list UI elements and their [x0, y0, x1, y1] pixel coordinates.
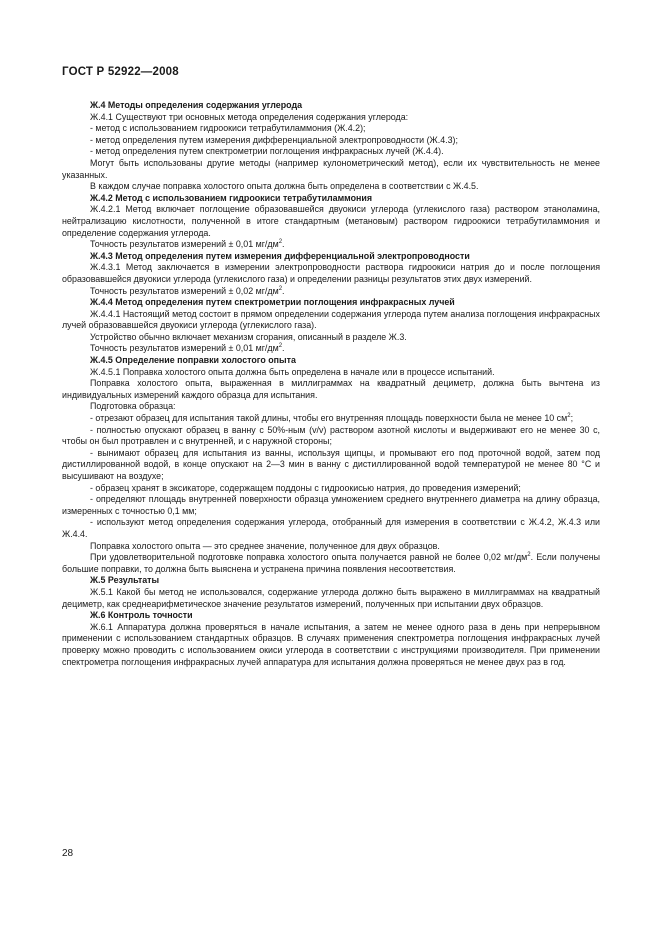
section-heading: Ж.4.4 Метод определения путем спектрометрии поглощения инфракрасных лучей — [90, 297, 455, 308]
paragraph: - используют метод определения содержания углерода, отобранный для измерения в соответствии с Ж.4.2, Ж.4.3 или Ж.4.4. — [62, 517, 600, 539]
paragraph: - отрезают образец для испытания такой длины, чтобы его внутренняя площадь поверхности была не менее 10 $см^2$; — [90, 413, 574, 424]
section-heading: Ж.4 Методы определения содержания углерода — [90, 100, 303, 110]
paragraph: Точность результатов измерений ± 0,01 $мг/дм^2$. — [90, 343, 285, 354]
paragraph: - полностью опускают образец в ванну с 50%-ным (v/v) раствором азотной кислоты и выдерживают его не менее 30 с, чтобы он был протравлен и с внутренней, и с наружной стороны; — [62, 424, 600, 447]
document-body — [62, 100, 600, 668]
section-heading: Ж.5 Результаты — [90, 575, 160, 586]
superscript: 2 — [527, 552, 531, 559]
section-heading: Ж.6 Контроль точности — [90, 610, 193, 621]
page-number: 28 — [62, 848, 74, 859]
paragraph: Ж.4.1 Существуют три основных метода определения содержания углерода: — [90, 111, 409, 122]
paragraph: Ж.5.1 Какой бы метод не использовался, содержание углерода должно быть выражено в миллиграммах на квадратный дециметр, как среднеарифметическое значение результатов измерений, полученных при испытании двух образцов. — [62, 586, 600, 609]
paragraph: Ж.4.2.1 Метод включает поглощение образовавшейся двуокиси углерода (углекислого газа) раствором этаноламина, нейтрализацию кислотности, полученной в итоге стандартным (метановым) раствором гидроокиси тетрабутиламмония и определение содержания углерода. — [62, 204, 600, 238]
section-heading: Ж.4.5 Определение поправки холостого опыта — [90, 355, 296, 366]
paragraph: Устройство обычно включает механизм сгорания, описанный в разделе Ж.3. — [90, 331, 407, 342]
section-heading: Ж.4.3 Метод определения путем измерения дифференциальной электропроводности — [90, 250, 470, 261]
paragraph: - вынимают образец для испытания из ванны, используя щипцы, и промывают его под проточной водой, затем под дистиллированной водой, в конце опускают на 2—3 мин в ванну с дистиллированной водой температурой не менее 80 °С и высушивают на воздухе; — [62, 447, 600, 481]
paragraph: При удовлетворительной подготовке поправка холостого опыта получается равной не более 0,02 $мг/дм^2$. Если получены большие поправки, то должна быть выяснена и устранена причина появления несоответствия. — [62, 552, 600, 574]
paragraph: - метод с использованием гидроокиси тетрабутиламмония (Ж.4.2); — [90, 123, 366, 134]
section-heading: Ж.4.2 Метод с использованием гидроокиси тетрабутиламмония — [90, 192, 373, 203]
paragraph: Ж.4.5.1 Поправка холостого опыта должна быть определена в начале или в процессе испытаний. — [90, 366, 495, 377]
paragraph: Точность результатов измерений ± 0,02 $мг/дм^2$. — [90, 285, 285, 296]
superscript: 2 — [567, 413, 571, 420]
document-header: ГОСТ Р 52922—2008 — [62, 66, 179, 78]
paragraph: Могут быть использованы другие методы (например кулонометрический метод), если их чувствительность не менее указанных. — [62, 157, 600, 180]
paragraph: Ж.4.3.1 Метод заключается в измерении электропроводности раствора гидроокиси натрия до и после поглощения образовавшейся двуокиси углерода (углекислого газа) и определении разницы результатов этих двух измерений. — [62, 262, 600, 284]
paragraph: - определяют площадь внутренней поверхности образца умножением среднего внутреннего диаметра на длину образца, измеренных с точностью 0,1 мм; — [62, 494, 600, 516]
superscript: 2 — [278, 239, 283, 246]
paragraph: - метод определения путем измерения дифференциальной электропроводности (Ж.4.3); — [90, 134, 458, 145]
superscript: 2 — [278, 343, 283, 350]
superscript: 2 — [278, 285, 283, 292]
paragraph: Точность результатов измерений ± 0,01 $мг/дм^2$. — [90, 239, 285, 250]
paragraph: Ж.4.4.1 Настоящий метод состоит в прямом определении содержания углерода путем анализа поглощения инфракрасных лучей образовавшейся двуокиси углерода (углекислого газа). — [62, 308, 600, 331]
paragraph: - метод определения путем спектрометрии поглощения инфракрасных лучей (Ж.4.4). — [90, 146, 444, 157]
paragraph: Поправка холостого опыта — это среднее значение, полученное для двух образцов. — [90, 540, 440, 551]
paragraph: Ж.6.1 Аппаратура должна проверяться в начале испытания, а затем не менее одного раза в день при непрерывном применении с использованием стандартных образцов. В случаях применения спектрометра поглощения инфракрасных лучей проверку можно проводить с использованием окиси углерода в соответствии с инструкциями производителя. При применении спектрометра поглощения инфракрасных лучей аппаратура для испытания должна проверяться не менее двух раз в год. — [62, 621, 600, 667]
paragraph: В каждом случае поправка холостого опыта должна быть определена в соответствии с Ж.4.5. — [90, 181, 479, 192]
paragraph: Подготовка образца: — [90, 401, 176, 412]
paragraph: - образец хранят в эксикаторе, содержащем поддоны с гидроокисью натрия, до проведения измерений; — [90, 482, 521, 493]
paragraph: Поправка холостого опыта, выраженная в миллиграммах на квадратный дециметр, должна быть вычтена из индивидуальных измерений каждого образца для испытания. — [62, 378, 600, 400]
